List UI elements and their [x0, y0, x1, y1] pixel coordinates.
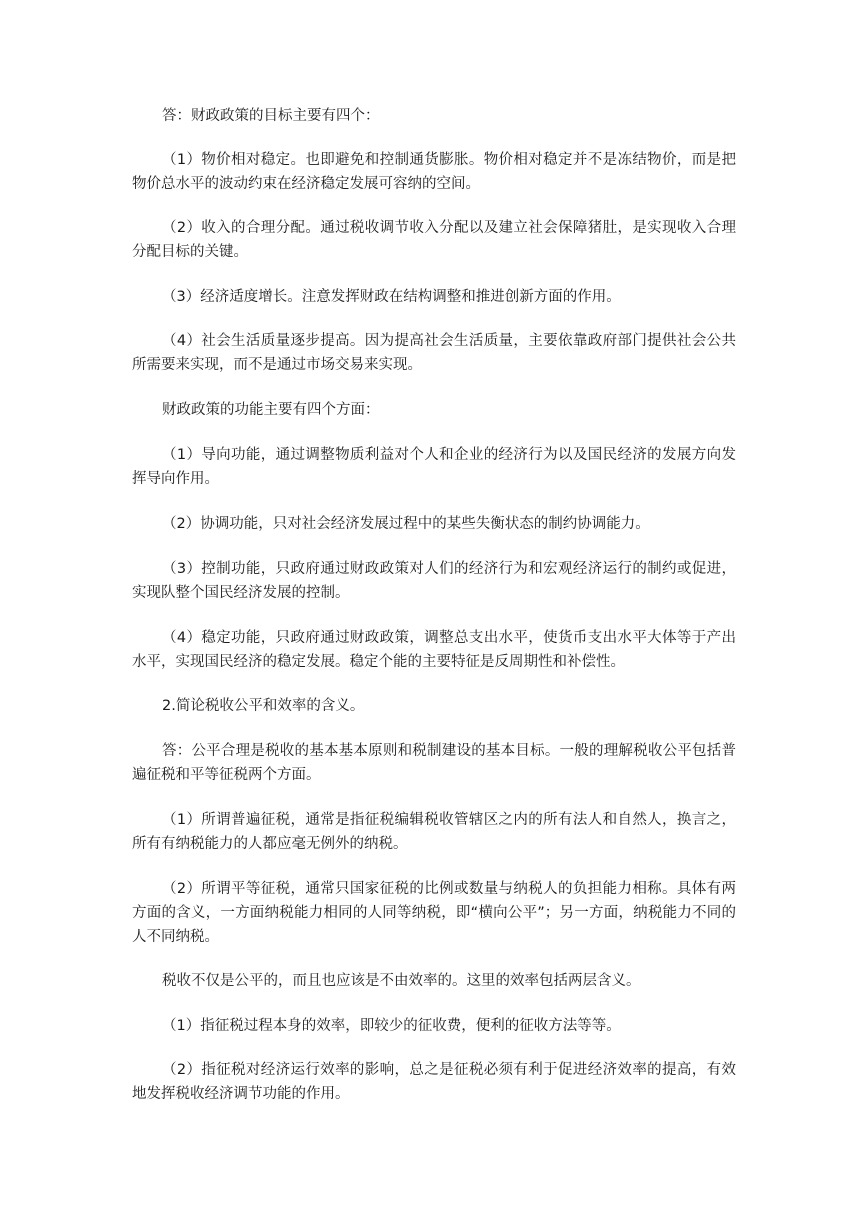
functions-intro-paragraph: 财政政策的功能主要有四个方面： — [162, 402, 380, 418]
efficiency-2-paragraph: （2）指征税对经济运行效率的影响，总之是征税必须有利于促进经济效率的提高，有效地发挥税收经济调节功能的作用。 — [132, 1062, 736, 1102]
goal-2-paragraph: （2）收入的合理分配。通过税收调节收入分配以及建立社会保障猪肚，是实现收入合理分配目标的关键。 — [132, 220, 736, 260]
function-3-paragraph: （3）控制功能，只政府通过财政政策对人们的经济行为和宏观经济运行的制约或促进，实现队整个国民经济发展的控制。 — [132, 561, 736, 601]
answer-intro-paragraph: 答：财政政策的目标主要有四个： — [162, 108, 380, 124]
goal-4-paragraph: （4）社会生活质量逐步提高。因为提高社会生活质量，主要依靠政府部门提供社会公共所需要来实现，而不是通过市场交易来实现。 — [132, 333, 736, 373]
function-1-paragraph: （1）导向功能，通过调整物质利益对个人和企业的经济行为以及国民经济的发展方向发挥导向作用。 — [132, 447, 736, 487]
goal-3-paragraph: （3）经济适度增长。注意发挥财政在结构调整和推进创新方面的作用。 — [162, 289, 621, 305]
fairness-2-paragraph: （2）所谓平等征税，通常只国家征税的比例或数量与纳税人的负担能力相称。具体有两方面的含义，一方面纳税能力相同的人同等纳税，即“横向公平”；另一方面，纳税能力不同的人不同纳税。 — [132, 881, 736, 945]
function-2-paragraph: （2）协调功能，只对社会经济发展过程中的某些失衡状态的制约协调能力。 — [162, 516, 650, 532]
question-2-heading: 2.简论税收公平和效率的含义。 — [162, 698, 365, 714]
goal-1-paragraph: （1）物价相对稳定。也即避免和控制通货膨胀。物价相对稳定并不是冻结物价，而是把物价总水平的波动约束在经济稳定发展可容纳的空间。 — [132, 152, 736, 192]
answer-2-intro-paragraph: 答：公平合理是税收的基本基本原则和税制建设的基本目标。一般的理解税收公平包括普遍征税和平等征税两个方面。 — [132, 743, 736, 783]
function-4-paragraph: （4）稳定功能，只政府通过财政政策，调整总支出水平，使货币支出水平大体等于产出水平，实现国民经济的稳定发展。稳定个能的主要特征是反周期性和补偿性。 — [132, 630, 736, 670]
fairness-1-paragraph: （1）所谓普遍征税，通常是指征税编辑税收管辖区之内的所有法人和自然人，换言之，所有有纳税能力的人都应毫无例外的纳税。 — [132, 812, 736, 852]
efficiency-intro-paragraph: 税收不仅是公平的，而且也应该是不由效率的。这里的效率包括两层含义。 — [162, 973, 641, 989]
efficiency-1-paragraph: （1）指征税过程本身的效率，即较少的征收费，便利的征收方法等等。 — [162, 1018, 621, 1034]
